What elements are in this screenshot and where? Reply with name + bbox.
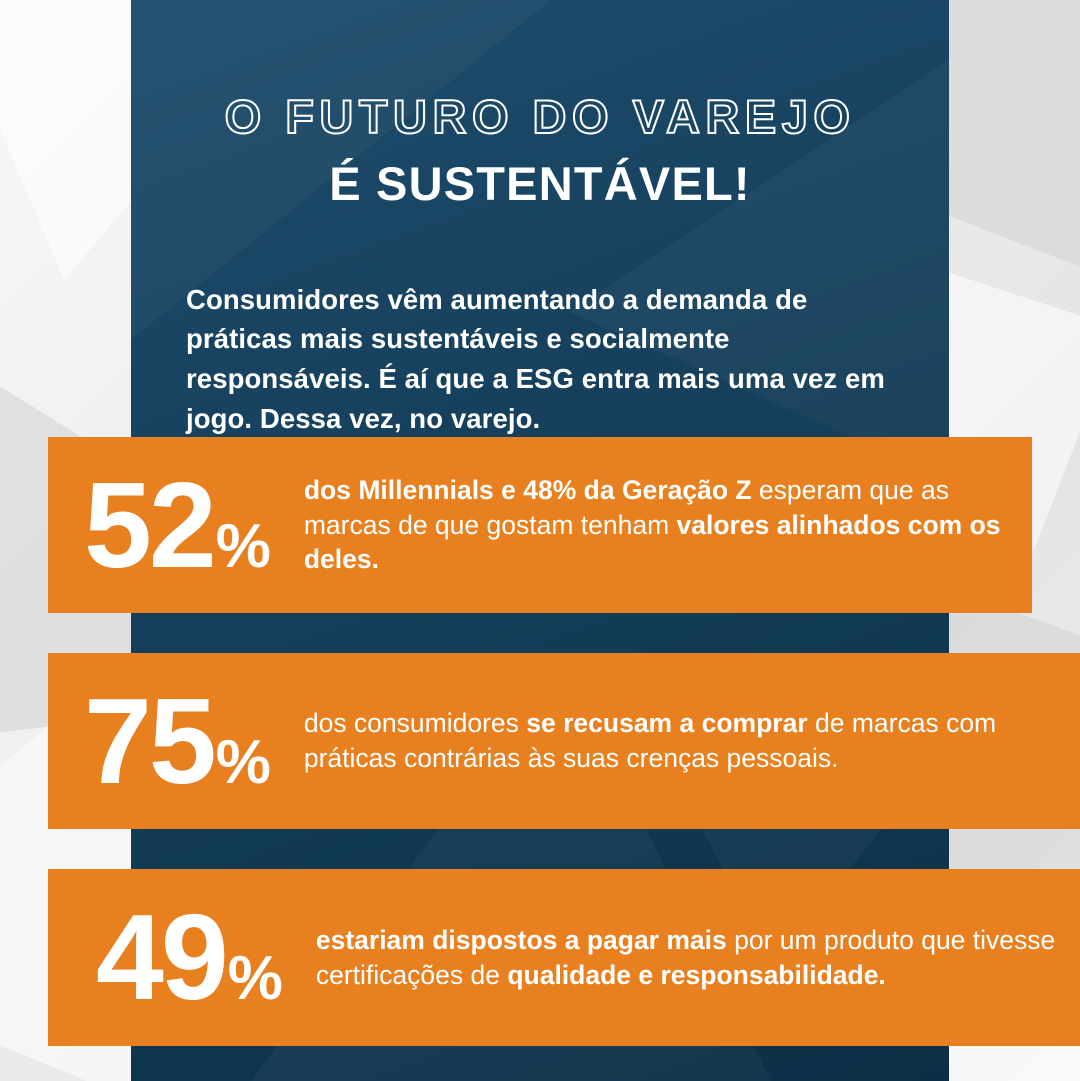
percent-symbol: % [227,944,282,1014]
stat-text-bold-tail: valores alinhados com os deles. [303,509,1001,575]
stat-text-regular-tail: de marcas com práticas contrárias às suas crenças pessoais. [303,708,997,773]
stat-value: 52 [84,456,214,593]
stat-bar-49 [48,869,1080,1046]
stat-number-52 [84,456,270,593]
stat-text-bold: se recusam a comprar [526,708,808,739]
percent-symbol: % [215,511,270,581]
intro-paragraph: Consumidores vêm aumentando a demanda de práticas mais sustentáveis e socialmente responsáveis. É aí que a ESG entra mais uma vez em jogo. Dessa vez, no varejo. [186,283,885,435]
stat-bar-75 [48,653,1080,829]
stat-text-regular: esperam que as marcas de que gostam tenham [303,474,949,540]
stat-text-bold-lead: estariam dispostos a pagar mais [315,924,727,955]
page-title-outline: O FUTURO DO VAREJO [224,90,856,143]
stat-text-75 [304,706,1080,776]
stat-number-75 [84,672,270,809]
stat-value: 49 [96,889,226,1026]
stat-number-49 [96,889,282,1026]
stat-bar-52 [48,437,1032,613]
stat-text-52 [304,473,1032,578]
header [131,92,949,209]
stat-text-49 [316,923,1080,993]
stat-value: 75 [84,672,214,809]
stat-text-regular-lead: dos consumidores [303,708,527,739]
stat-text-bold-lead: dos Millennials e 48% da Geração Z [303,474,752,505]
stat-text-bold-tail: qualidade e responsabilidade. [507,959,886,990]
stat-text-regular: por um produto que tivesse certificações de [315,924,1056,990]
percent-symbol: % [215,727,270,797]
page-title-solid: É SUSTENTÁVEL! [329,157,751,211]
